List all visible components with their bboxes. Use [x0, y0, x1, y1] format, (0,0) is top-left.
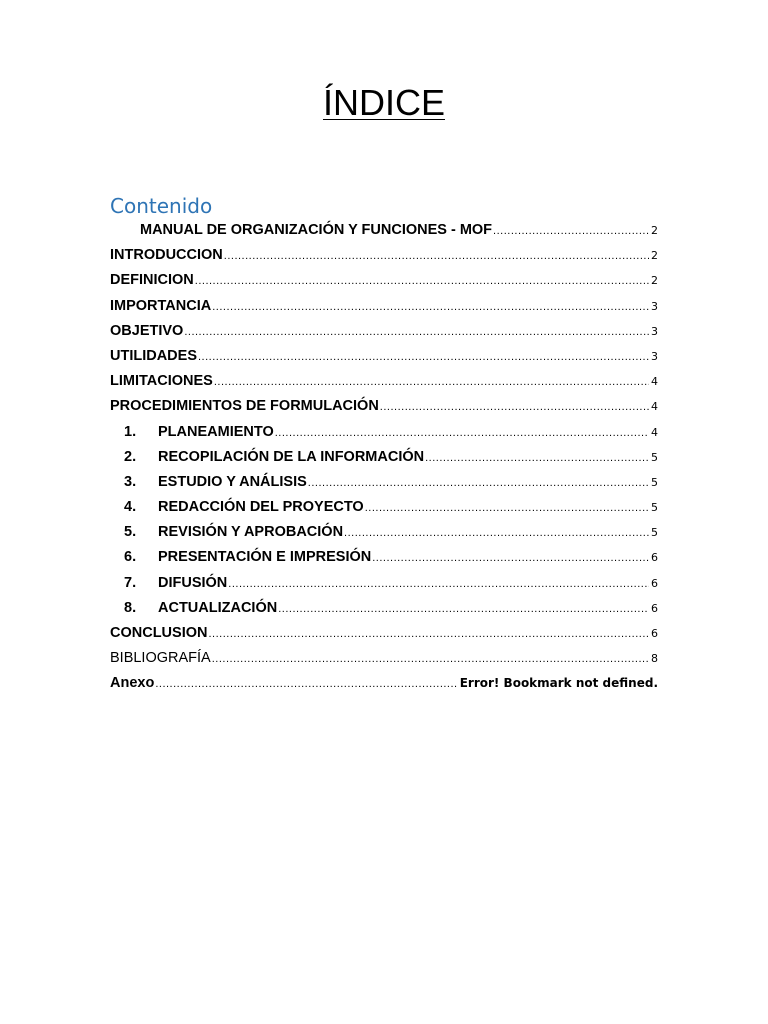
toc-entry-number: 4. — [124, 499, 137, 516]
table-of-contents — [110, 218, 658, 697]
toc-entry[interactable] — [110, 344, 658, 369]
toc-entry-label: PRESENTACIÓN E IMPRESIÓN — [158, 549, 372, 566]
toc-entry-page: 6 — [651, 601, 658, 615]
toc-entry[interactable] — [110, 319, 658, 344]
toc-entry-page: 5 — [651, 450, 658, 464]
toc-entry-page: 4 — [651, 400, 658, 414]
toc-entry-label: RECOPILACIÓN DE LA INFORMACIÓN — [158, 448, 425, 465]
toc-leader-dots — [278, 597, 649, 622]
toc-entry[interactable] — [110, 470, 658, 495]
toc-entry[interactable] — [110, 394, 658, 419]
toc-leader-dots — [224, 244, 649, 269]
toc-entry[interactable] — [110, 294, 658, 319]
toc-entry-page: 3 — [651, 349, 658, 363]
toc-entry-page: 3 — [651, 299, 658, 313]
toc-entry-label: REDACCIÓN DEL PROYECTO — [158, 499, 364, 516]
toc-leader-dots — [344, 521, 649, 546]
toc-leader-dots — [308, 471, 649, 496]
toc-entry-number: 7. — [124, 574, 137, 591]
toc-entry-label: Anexo — [110, 675, 155, 692]
toc-entry-page: 2 — [651, 249, 658, 263]
toc-entry[interactable] — [110, 545, 658, 570]
toc-entry-number: 2. — [124, 448, 137, 465]
toc-entry-label: DEFINICION — [110, 272, 194, 289]
toc-entry[interactable] — [110, 268, 658, 293]
toc-entry-page: 5 — [651, 526, 658, 540]
toc-entry[interactable] — [110, 420, 658, 445]
toc-leader-dots — [184, 320, 649, 345]
toc-entry-label: INTRODUCCION — [110, 247, 223, 264]
toc-leader-dots — [208, 622, 649, 647]
toc-entry[interactable] — [110, 445, 658, 470]
toc-entry-page: 4 — [651, 375, 658, 389]
toc-entry-label: ESTUDIO Y ANÁLISIS — [158, 473, 307, 490]
toc-entry[interactable] — [110, 495, 658, 520]
toc-leader-dots — [198, 345, 649, 370]
toc-entry-page: 6 — [651, 551, 658, 565]
toc-entry[interactable] — [110, 671, 658, 696]
toc-heading: Contenido — [110, 194, 213, 218]
toc-entry-label: REVISIÓN Y APROBACIÓN — [158, 524, 344, 541]
toc-entry-number: 5. — [124, 524, 137, 541]
toc-leader-dots — [214, 370, 649, 395]
toc-leader-dots — [212, 647, 649, 672]
toc-entry-label: PLANEAMIENTO — [158, 423, 274, 440]
toc-leader-dots — [365, 496, 649, 521]
toc-entry-page: 3 — [651, 324, 658, 338]
toc-leader-dots — [212, 295, 649, 320]
toc-leader-dots — [425, 446, 649, 471]
toc-entry-number: 3. — [124, 473, 137, 490]
toc-entry-page: 4 — [651, 425, 658, 439]
toc-entry[interactable] — [110, 646, 658, 671]
toc-entry[interactable] — [110, 243, 658, 268]
toc-entry-number: 8. — [124, 599, 137, 616]
toc-entry-page: 6 — [651, 627, 658, 640]
toc-entry[interactable] — [110, 520, 658, 545]
toc-entry[interactable] — [110, 596, 658, 621]
toc-leader-dots — [155, 672, 457, 697]
toc-entry-label: DIFUSIÓN — [158, 574, 228, 591]
toc-entry-page: 5 — [651, 475, 658, 489]
toc-entry-number: 1. — [124, 423, 137, 440]
toc-leader-dots — [275, 421, 649, 446]
toc-entry-label: CONCLUSION — [110, 625, 208, 641]
toc-entry-page: 2 — [651, 274, 658, 288]
toc-entry-label: OBJETIVO — [110, 322, 184, 339]
toc-entry-label: PROCEDIMIENTOS DE FORMULACIÓN — [110, 398, 379, 415]
toc-leader-dots — [493, 219, 649, 244]
toc-entry-label: IMPORTANCIA — [110, 297, 212, 314]
toc-entry[interactable] — [110, 218, 658, 243]
toc-entry-label: BIBLIOGRAFÍA — [110, 650, 211, 667]
toc-entry-label: UTILIDADES — [110, 347, 197, 364]
toc-entry-label: MANUAL DE ORGANIZACIÓN Y FUNCIONES - MOF — [140, 222, 493, 238]
toc-entry[interactable] — [110, 621, 658, 646]
toc-entry-page: 2 — [651, 224, 658, 237]
toc-entry[interactable] — [110, 369, 658, 394]
toc-entry-page: 5 — [651, 501, 658, 515]
toc-entry-page: Error! Bookmark not defined. — [459, 676, 658, 691]
toc-entry-label: LIMITACIONES — [110, 373, 213, 390]
toc-entry[interactable] — [110, 571, 658, 596]
toc-leader-dots — [228, 572, 649, 597]
toc-entry-number: 6. — [124, 549, 137, 566]
toc-leader-dots — [195, 269, 649, 294]
toc-entry-label: ACTUALIZACIÓN — [158, 599, 278, 616]
toc-entry-page: 8 — [651, 652, 658, 666]
page-title: ÍNDICE — [322, 82, 445, 123]
toc-leader-dots — [372, 546, 649, 571]
toc-leader-dots — [380, 395, 649, 420]
toc-entry-page: 6 — [651, 576, 658, 590]
